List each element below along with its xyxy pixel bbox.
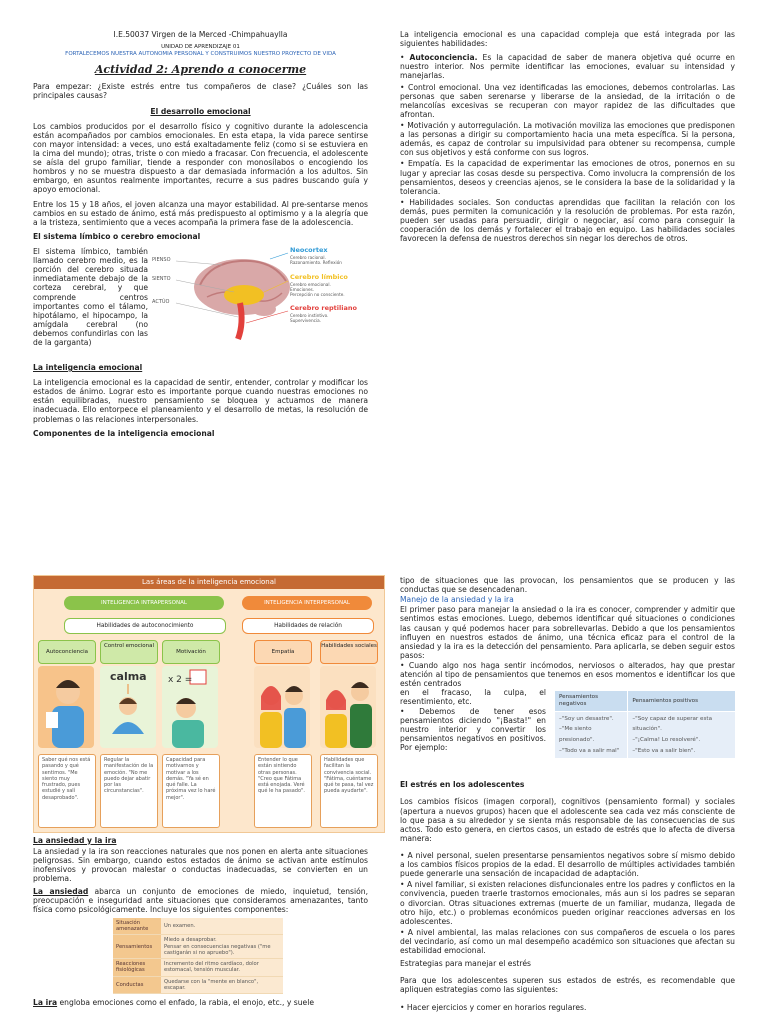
ie-heading: La inteligencia emocional [33,363,143,373]
ira-term: La ira [33,997,58,1007]
strategies-paragraph: Para que los adolescentes superen sus estados de estrés, es recomendable que apliquen estrategias como las siguientes: [400,976,735,995]
reptilian-label [290,305,357,323]
positive-thoughts: –"Soy capaz de superar esta situación". –"¡Calma! Lo resolveré". –"Esto va a salir bien". [628,711,735,759]
anxiety-term: La ansiedad [33,886,89,896]
table-row [555,711,736,759]
illustration-autoconciencia [38,666,94,748]
svg-text:x 2 =: x 2 = [168,675,193,685]
neocortex-desc: Cerebro racional. Razonamiento. Reflexión [290,254,342,265]
stress-levels [400,851,735,955]
reptilian-title: Cerebro reptiliano [290,304,357,313]
cat-motivacion: Motivación [162,640,220,664]
list-item: • Motivación y autorregulación. La motivación moviliza las emociones que predisponen a las personas a dirigir su comportamiento hacia una meta específica. Si la persona, además, es capaz de controlar su impulsividad para obtener su recompensa, cumple con sus objetivos y está conforme con sus logros. [400,121,735,157]
table-row: Pensamientos Miedo a desaprobar. Pensar en consecuencias negativas ("me castigarán si no apruebo"). [113,935,283,959]
helping-friend-icon [320,666,376,748]
manage-heading: Manejo de la ansiedad y la ira [400,595,514,605]
ie-areas-infographic [33,575,385,833]
reptilian-desc: Cerebro instintivo. Supervivencia. [290,312,329,323]
negative-header: Pensamientos negativos [555,691,628,711]
list-item: • A nivel personal, suelen presentarse pensamientos negativos sobre sí mismo debido a los cambios físicos propios de la edad. El desarrollo de múltiples actividades también puede generarle una sensación de incapacidad de adaptación. [400,851,735,878]
components-heading: Componentes de la inteligencia emocional [33,428,215,438]
negative-thoughts: –"Soy un desastre". –"Me siento presionado". –"Todo va a salir mal" [555,711,628,759]
caption-control: Regular la manifestación de la emoción. "No me puedo dejar abatir por las circunstancias". [100,754,158,828]
label-siento: SIENTO [152,276,171,283]
strategies-heading: Estrategias para manejar el estrés [400,959,531,969]
caption-empatia: Entender lo que están sintiendo otras personas. "Creo que Fátima está enojada. Veré qué le ha pasado". [254,754,312,828]
step-1: • Cuando algo nos haga sentir incómodos, nerviosos o alterados, hay que prestar atención al tipo de pensamientos que tenemos en esos momentos e identificar los que estén centrados [400,660,735,689]
illustration-control [100,666,156,748]
self-knowledge-label: Habilidades de autoconocimiento [64,618,226,634]
illustration-empatia [254,666,310,748]
anxiety-paragraph-1: La ansiedad y la ira son reacciones naturales que nos ponen en alerta ante situaciones peligrosas. Sin embargo, cuando estos estados de ánimo se activan ante estímulos inofensivos y provocan malestar o conductas inadecuadas, se convierten en un problema. [33,847,368,884]
caption-social: Habilidades que facilitan la convivencia social. "Fátima, cuéntame qué te pasa, tal vez pueda ayudarte". [320,754,378,828]
brain-figure [152,247,368,357]
calma-text: calma [110,670,147,683]
positive-header: Pensamientos positivos [628,691,735,711]
limbic-desc: Cerebro emocional. Emociones. Percepción no consciente. [290,281,345,297]
dev-paragraph-2: Entre los 15 y 18 años, el joven alcanza una mayor estabilidad. Al pre-sentarse menos cambios en su estado de ánimo, está más predispuesto al optimismo y a la alegría que a la tristeza, sentimiento que a veces acompaña la primera fase de la adolescencia. [33,199,368,227]
limbic-text: El sistema límbico, también llamado cerebro medio, es la porción del cerebro situada inmediatamente debajo de la corteza cerebral, y que comprende centros importantes como el tálamo, hipotálamo, el hipocampo, la amígdala cerebral (no debemos confundirlas con las de la garganta) [33,247,148,348]
neocortex-title: Neocortex [290,246,328,255]
anxiety-paragraph-2: La ansiedad abarca un conjunto de emociones de miedo, inquietud, tensión, preocupación e inseguridad ante situaciones que consideramos amenazantes, tanto física como psicológicamente. Incluye los siguientes componentes: [33,886,368,914]
cat-empatia: Empatía [254,640,312,664]
anxiety-heading: La ansiedad y la ira [33,836,117,845]
ie-paragraph: La inteligencia emocional es la capacidad de sentir, entender, controlar y modificar los estados de ánimo. Lograr esto es importante porque cuando nuestras emociones no están equilibradas, nuestro pensamiento se bloquea y actuamos de manera inadecuada. Ello entorpece el planeamiento y el desarrollo de metas, la resolución de problemas o las relaciones interpersonales. [33,378,368,424]
list-item: • Autoconciencia. Es la capacidad de saber de manera objetiva qué ocurre en nuestro interior. Nos permite identificar las emociones, evaluar su intensidad y manejarlas. [400,53,735,80]
activity-title: Actividad 2: Aprendo a conocerme [94,63,307,77]
caption-autoconciencia: Saber qué nos está pasando y qué sentimos. "Me siento muy frustrado, pues estudié y salí desaprobado". [38,754,96,828]
skills-list [400,53,735,243]
top-right-column [400,30,735,310]
school-name: I.E.50037 Virgen de la Merced -Chimpahuaylla [113,30,288,39]
illustration-motivacion [162,666,218,748]
person-thinking-icon [38,666,94,748]
table-row: Conductas Quedarse con la "mente en blanco", escapar. [113,976,283,993]
intro-question: Para empezar: ¿Existe estrés entre tus compañeros de clase? ¿Cuáles son las principales causas? [33,82,368,101]
student-studying-icon [162,666,218,748]
neocortex-label [290,247,342,265]
list-item: • A nivel ambiental, las malas relaciones con sus compañeros de escuela o los pares del vecindario, así como un mal desempeño académico son situaciones que afectan su estabilidad emocional. [400,928,735,955]
table-row: Situación amenazante Un examen. [113,918,283,935]
cat-social: Habilidades sociales [320,640,378,664]
intrapersonal-pill: INTELIGENCIA INTRAPERSONAL [64,596,224,610]
limbic-section [33,247,368,357]
top-left-column [33,30,368,525]
relation-label: Habilidades de relación [242,618,374,634]
term-autoconciencia: Autoconciencia. [409,53,478,63]
illustration-social [320,666,376,748]
table-row: Reacciones fisiológicas Incremento del ritmo cardíaco, dolor estomacal, tensión muscular. [113,959,283,976]
two-people-icon [254,666,310,748]
limbic-label [290,274,348,297]
list-item: • Habilidades sociales. Son conductas aprendidas que facilitan la relación con los demás, pues permiten la comunicación y la resolución de problemas. Por esta razón, pueden ser usadas para persuadir, dirigir o negociar, así como para conseguir la cooperación de los demás y fortalecer el trabajo en equipo. Las habilidades sociales favorecen la defensa de nuestros derechos sin negar los derechos de otros. [400,198,735,244]
stress-heading: El estrés en los adolescentes [400,780,525,790]
ira-paragraph: La ira engloba emociones como el enfado, la rabia, el enojo, etc., y suele [33,997,315,1007]
limbic-heading: El sistema límbico o cerebro emocional [33,231,201,241]
list-item: • Empatía. Es la capacidad de experimentar las emociones de otros, ponernos en su lugar y apreciar las cosas desde su perspectiva. Como involucra la comprensión de los pensamientos, deseos y creencias ajenos, se le considera la base de la solidaridad y la tolerancia. [400,159,735,195]
table-header-row [555,691,736,711]
list-item: • Control emocional. Una vez identificadas las emociones, debemos controlarlas. Las personas que saben serenarse y liberarse de la ansiedad, de la irritación o de melancolías excesivas se recuperan con mayor rapidez de las dificultades que afrontan. [400,83,735,119]
step-1-cont: en el fracaso, la culpa, el resentimiento, etc. [400,688,546,707]
cat-control: Control emocional [100,640,158,664]
steps-with-table [400,688,735,774]
list-item: • A nivel familiar, si existen relaciones disfuncionales entre los padres y conflictos en la convivencia, pueden traerle trastornos emocionales, más aun si los padres se separan o divorcian. Otras situaciones extremas (muerte de un familiar, mudanza, llegada de otro hijo, etc.) o problemas económicos pueden originar reacciones adversas en los adolescentes. [400,880,735,926]
infographic-title: Las áreas de la inteligencia emocional [34,576,384,589]
dev-paragraph-1: Los cambios producidos por el desarrollo físico y cognitivo durante la adolescencia están acompañados por cambios emocionales. En esta etapa, la vida parece sentirse con mayor intensidad: a veces, uno está exaltadamente feliz (como si se estuviera en la cima del mundo); otras, triste o con miedo a fracasar. Con frecuencia, el adolescente se aísla del grupo familiar, tiende a responder con monosílabos o encogiendo los hombros y no se muestra dispuesto a dar demasiada información a los adultos. Sin embargo, en asuntos realmente importantes, recurre a sus padres buscando guía y apoyo emocional. [33,121,368,195]
caption-motivacion: Capacidad para motivarnos y motivar a los demás. "Ya sé en qué falle. La próxima vez lo haré mejor". [162,754,220,828]
cat-autoconciencia: Autoconciencia [38,640,96,664]
stress-paragraph: Los cambios físicos (imagen corporal), cognitivos (pensamiento formal) y sociales (apertura a nuevos grupos) hacen que el adolescente sea cada vez más consciente de lo que pasa a su alrededor y se sienta más responsable de las consecuencias de sus actos. Todo esto genera, en ciertos casos, un estado de estrés que lo afecta de diversa manera: [400,797,735,843]
dev-heading: El desarrollo emocional [150,106,251,116]
limbic-title: Cerebro límbico [290,273,348,282]
step-2: • Debemos de tener esos pensamientos diciendo "¡Basta!" en nuestro interior y convertir los pensamientos negativos en positivos. Por ejemplo: [400,706,546,752]
unit-subtitle: FORTALECEMOS NUESTRA AUTONOMIA PERSONAL Y CONSTRUIMOS NUESTRO PROYECTO DE VIDA [65,50,336,57]
label-actuo: ACTÚO [152,299,170,306]
strategy-1: • Hacer ejercicios y comer en horarios regulares. [400,1002,587,1012]
thoughts-table [554,690,735,759]
anxiety-components-table [113,918,283,994]
bottom-left-column [33,836,368,1024]
label-pienso: PIENSO [152,257,171,264]
manage-paragraph: El primer paso para manejar la ansiedad o la ira es conocer, comprender y admitir que sentimos estas emociones. Luego, debemos identificar qué situaciones o condiciones las causan y qué podemos hacer para sobrellevarlas. Debido a que los pensamientos influyen en nuestros estados de ánimo, una técnica eficaz para el control de la ansiedad y la ira es la detección del pensamiento. Para aplicarla, se deben seguir estos pasos: [400,605,735,660]
interpersonal-pill: INTELIGENCIA INTERPERSONAL [242,596,372,610]
right-intro: La inteligencia emocional es una capacidad compleja que está integrada por las siguientes habilidades: [400,30,735,49]
unit-label: UNIDAD DE APRENDIZAJE 01 [161,44,240,50]
bottom-right-column [400,576,735,1024]
ira-continued: tipo de situaciones que las provocan, los pensamientos que se producen y las conductas que se desencadenan. [400,576,735,595]
